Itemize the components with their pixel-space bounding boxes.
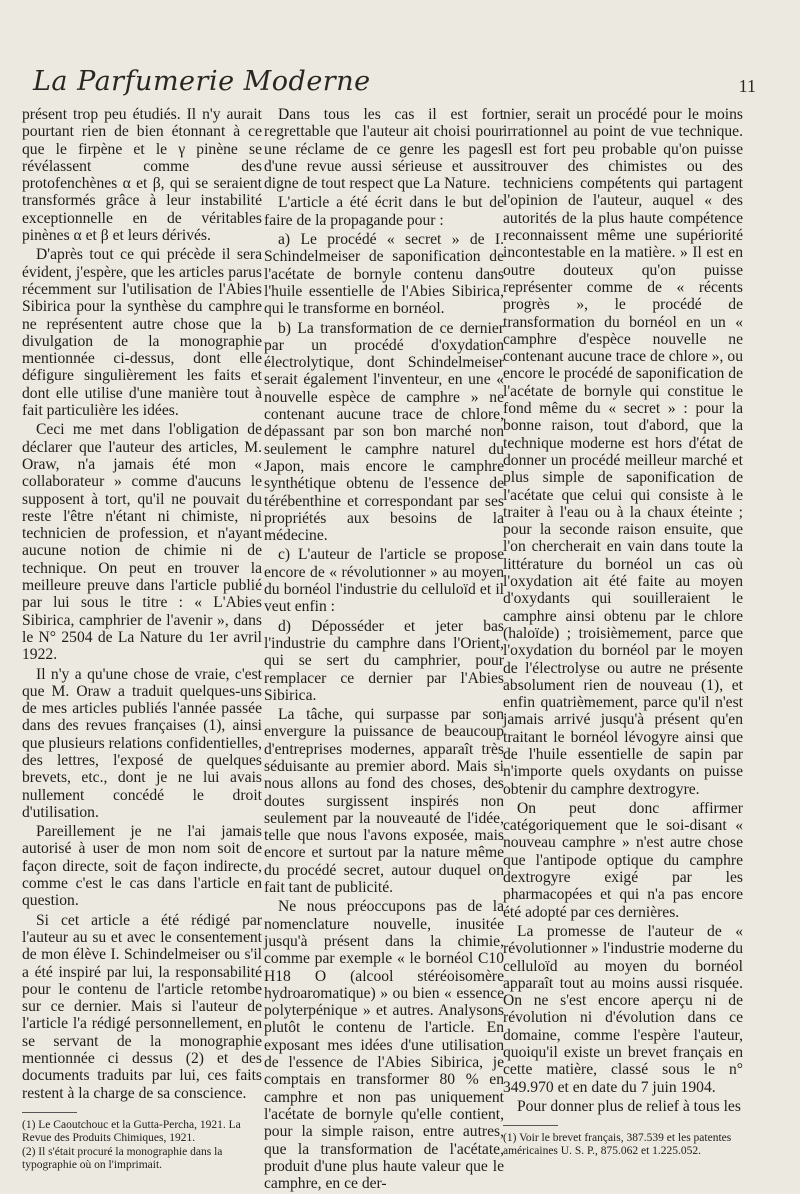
paragraph: Ceci me met dans l'obligation de déclarer que l'auteur des articles, M. Oraw, n'a jamais été mon « collaborateur » comme d'aucuns le supposent à tort, qu'il ne pouvait du reste l'être n'étant ni chimiste, ni technicien de profession, et n'ayant aucune notion de chimie ni de technique. On peut en trouver la meilleure preuve dans l'article publié par lui sous le titre : « L'Abies Sibirica, camphrier de l'avenir », dans le N° 2504 de La Nature du 1er avril 1922. (22, 421, 262, 664)
footnotes (22, 1119, 262, 1171)
column-2 (264, 106, 504, 1194)
paragraph: Dans tous les cas il est fort regrettable que l'auteur ait choisi pour une réclame de ce genre les pages d'une revue aussi sérieuse et aussi digne de tout respect que La Nature. (264, 106, 504, 193)
footnote-divider (22, 1112, 77, 1113)
page-number: 11 (738, 76, 756, 96)
paragraph: b) La transformation de ce dernier par un procédé d'oxydation électrolytique, dont Schindelmeiser serait également l'inventeur, en une « nouvelle espèce de camphre » ne contenant aucune trace de chlore, dépassant par son bon marché non seulement le camphre naturel du Japon, mais encore le camphre synthétique obtenu de l'essence de térébenthine et correspondant par ses propriétés aux besoins de la médecine. (264, 319, 504, 545)
masthead: La Parfumerie Moderne (33, 66, 371, 97)
paragraph: nier, serait un procédé pour le moins irrationnel au point de vue technique. Il est fort peu probable qu'on puisse trouver des chimistes ou des techniciens compétents qui partagent l'opinion de l'auteur, auquel « des autorités de la plus haute compétence reconnaissent même une supériorité incontestable en la matière. » Il est en outre douteux qu'on puisse représenter comme de « récents progrès », le procédé de transformation du bornéol en un « camphre d'espèce nouvelle ne contenant aucune trace de chlore », ou encore le procédé de saponification de l'acétate de bornyle qui constitue le fond même du « secret » : pour la bonne raison, tout d'abord, que la technique moderne est hors d'état de donner un procédé meilleur marché et plus simple de saponification de l'acétate que celui qui consiste à le traiter à l'eau ou à la chaux éteinte ; pour la seconde raison ensuite, que l'on chercherait en vain dans toute la littérature du bornéol un cas où l'oxydation ait été faite au moyen d'oxydants qui souilleraient le camphre ainsi obtenu par le chlore (haloïde) ; troisièmement, parce que l'oxydation du bornéol par le moyen de l'électrolyse ou autre ne présente absolument rien de nouveau (1), et enfin quatrièmement, parce qu'il n'est jamais arrivé jusqu'à présent qu'en traitant le bornéol lévogyre ainsi que de l'huile essentielle de sapin par n'importe quels oxydants on puisse obtenir du camphre dextrogyre. (503, 106, 743, 798)
footnote: (1) Le Caoutchouc et la Gutta-Percha, 1921. La Revue des Produits Chimiques, 1921. (22, 1118, 241, 1144)
column-1 (22, 106, 262, 1173)
paragraph: présent trop peu étudiés. Il n'y aurait pourtant rien de bien étonnant à ce que le firpène et le γ pinène se révélassent comme des protofenchènes α et β, qui se seraient transformés grâce à leur instabilité exceptionnelle en de véritables pinènes α et β et leurs dérivés. (22, 106, 262, 245)
paragraph: La promesse de l'auteur de « révolutionner » l'industrie moderne du celluloïd au moyen du bornéol apparaît tout au moins aussi risquée. On ne s'est encore aperçu ni de révolution ni d'évolution dans ce domaine, comme l'espère l'auteur, quoiqu'il existe un brevet français en cette matière, classé sous le n° 349.970 et en date du 7 juin 1904. (503, 922, 743, 1096)
paragraph: Si cet article a été rédigé par l'auteur au su et avec le consentement de mon élève I. Schindelmeiser ou s'il a été inspiré par lui, la responsabilité pour le contenu de l'article retombe sur ce dernier. Mais si l'auteur de l'article l'a rédigé personnellement, en se servant de la monographie mentionnée ci dessus (2) et des documents traduits par lui, ces faits restent à la charge de sa conscience. (22, 911, 262, 1102)
column-3 (503, 106, 743, 1159)
footnote: (2) Il s'était procuré la monographie dans la typographie où on l'imprimait. (22, 1146, 223, 1171)
footnote-divider (503, 1125, 558, 1126)
paragraph: On peut donc affirmer catégoriquement que le soi-disant « nouveau camphre » n'est autre chose que l'antipode optique du camphre dextrogyre exigé par les pharmacopées et qui n'a pas encore été adopté par ces dernières. (503, 799, 743, 921)
paragraph: Pareillement je ne l'ai jamais autorisé à user de mon nom soit de façon directe, soit de façon indirecte, comme c'est le cas dans l'article en question. (22, 823, 262, 910)
paragraph: Pour donner plus de relief à tous les (517, 1097, 741, 1115)
paragraph: L'article a été écrit dans le but de faire de la propagande pour : (264, 194, 504, 229)
footnote: (1) Voir le brevet français, 387.539 et les patentes américaines U. S. P., 875.062 et 1.225.052. (503, 1132, 732, 1157)
paragraph: Ne nous préoccupons pas de la nomenclature nouvelle, inusitée jusqu'à présent dans la chimie, comme par exemple « le bornéol C10 H18 O (alcool stéréoisomère hydroaromatique) » ou bien « essence polyterpénique » et autres. Analysons plutôt le contenu de l'article. En exposant mes idées d'une utilisation de l'essence de l'Abies Sibirica, je comptais en transformer 80 % en camphre et non pas uniquement l'acétate de bornyle qu'elle contient, pour la simple raison, entre autres, que la transformation de l'acétate, produit d'une plus haute valeur que le camphre, en ce der- (264, 898, 504, 1193)
footnotes (503, 1132, 743, 1157)
paragraph: La tâche, qui surpasse par son envergure la puissance de beaucoup d'entreprises modernes, apparaît très séduisante au premier abord. Mais si nous allons au fond des choses, des doutes surgissent inspirés non seulement par la nouveauté de l'idée, telle que nous l'avons exposée, mais encore et surtout par la nature même du procédé secret, autour duquel on fait tant de publicité. (264, 706, 504, 897)
paragraph: a) Le procédé « secret » de I. Schindelmeiser de saponification de l'acétate de bornyle contenu dans l'huile essentielle de l'Abies Sibirica, qui le transforme en bornéol. (264, 231, 504, 318)
paragraph: c) L'auteur de l'article se propose encore de « révolutionner » au moyen du bornéol l'industrie du celluloïd et il veut enfin : (264, 546, 504, 616)
paragraph: D'après tout ce qui précède il sera évident, j'espère, que les articles parus récemment sur l'utilisation de l'Abies Sibirica pour la synthèse du camphre ne représentent autre chose que la divulgation de la monographie mentionnée ci-dessus, dont elle défigure singulièrement les faits et dont elle utilise d'une manière tout à fait particulière les idées. (22, 246, 262, 420)
paragraph: d) Déposséder et jeter bas l'industrie du camphre dans l'Orient, qui se sert du camphrier, pour remplacer ce dernier par l'Abies Sibirica. (264, 617, 504, 704)
paragraph: Il n'y a qu'une chose de vraie, c'est que M. Oraw a traduit quelques-uns de mes articles publiés l'année passée dans des revues françaises (1), ainsi que plusieurs relations confidentielles, des lettres, l'exposé de quelques brevets, etc., dont je ne lui avais nullement concédé le droit d'utilisation. (22, 665, 262, 821)
